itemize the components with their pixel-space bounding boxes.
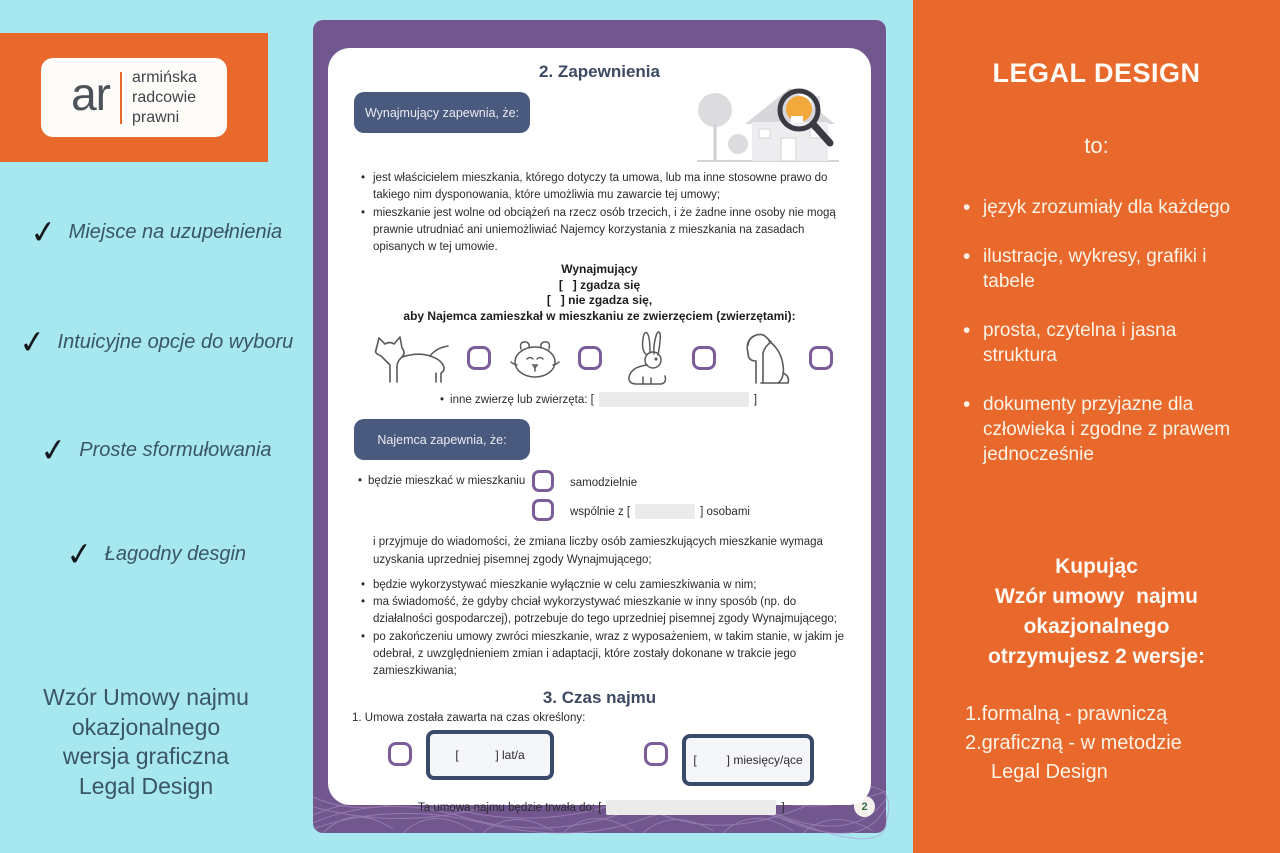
together-option — [570, 504, 750, 519]
logo-wordmark — [132, 68, 197, 128]
house-magnifier-illustration — [693, 72, 843, 173]
lease-until-label: Ta umowa najmu będzie trwała do: [ — [418, 801, 602, 814]
bracket-close: ] — [781, 801, 785, 814]
versions-list — [965, 700, 1182, 787]
feature-item — [0, 430, 312, 470]
feature-item — [0, 212, 312, 252]
logo-line: radcowie — [132, 88, 197, 106]
consent-condition: aby Najemca zamieszkał w mieszkaniu ze zwierzęciem (zwierzętami): — [403, 308, 796, 323]
live-in-flat-label: będzie mieszkać w mieszkaniu — [368, 475, 526, 488]
tenant-assures-pill: Najemca zapewnia, że: — [354, 419, 530, 460]
months-option-box[interactable]: [ ] miesięcy/ące — [682, 734, 814, 786]
logo-line: armińska — [132, 68, 197, 86]
cat-icon — [366, 332, 450, 384]
persons-count-field[interactable] — [635, 504, 695, 519]
checkmark-icon: ✓ — [64, 534, 95, 574]
offer-line: otrzymujesz 2 wersje: — [987, 645, 1206, 668]
fixed-term-label: 1. Umowa została zawarta na czas określony: — [352, 712, 586, 725]
caption-line: Legal Design — [78, 772, 214, 799]
dog-icon — [734, 329, 792, 387]
tenant-points-list — [358, 577, 847, 681]
bullet-dot: • — [440, 393, 445, 406]
legal-design-subtitle: to: — [1084, 133, 1109, 158]
feature-item — [0, 534, 312, 574]
feature-item — [0, 322, 312, 362]
other-animals-field[interactable] — [599, 392, 749, 407]
logo-line: prawni — [132, 108, 180, 126]
version-item-continuation: Legal Design — [991, 761, 1108, 783]
acknowledge-paragraph: i przyjmuje do wiadomości, że zmiana liczby osób zamieszkujących mieszkanie wymaga uzyskania uprzedniej pisemnej zgody Wynajmującego; — [373, 536, 823, 566]
other-animals-row — [440, 392, 847, 407]
guinea-pig-icon — [509, 335, 561, 381]
list-item: • mieszkanie jest wolne od obciążeń na rzecz osób trzecich, i że żadne inne osoby nie mogą prawnie utrudniać ani uniemożliwiać Najemcy korzystania z mieszkania na zasadach opisanych w tej umowie. — [358, 205, 847, 257]
list-item: • język zrozumiały dla każdego — [963, 195, 1254, 220]
list-item: • będzie wykorzystywać mieszkanie wyłącznie w celu zamieszkiwania w nim; — [358, 577, 847, 594]
list-item: • dokumenty przyjazne dla człowieka i zgodne z prawem jednocześnie — [963, 392, 1254, 467]
version-item: 1.formalną - prawniczą — [965, 703, 1168, 725]
alone-label: samodzielnie — [570, 477, 638, 490]
checkmark-icon: ✓ — [38, 430, 70, 470]
caption-line: Wzór Umowy najmu — [43, 684, 249, 710]
version-item: 2.graficzną - w metodzie — [965, 732, 1182, 754]
rabbit-icon — [619, 329, 675, 387]
list-item: • po zakończeniu umowy zwróci mieszkanie, wraz z wyposażeniem, w takim stanie, w jakim je odebrał, z uwzględnieniem zmian i adaptacji, które zostały dokonane w trakcie jego zamieszkiwania; — [358, 629, 847, 681]
bullet-dot: • — [358, 475, 363, 488]
landlord-points-list — [358, 170, 847, 256]
together-suffix: ] osobami — [700, 505, 750, 518]
consent-header: Wynajmujący — [561, 262, 638, 277]
company-logo — [41, 58, 227, 137]
legal-design-panel — [913, 0, 1280, 853]
caption-line: okazjonalnego — [71, 713, 221, 740]
dog-checkbox[interactable] — [809, 346, 833, 370]
contract-page — [328, 48, 871, 814]
years-checkbox[interactable] — [388, 742, 412, 766]
term-options-row — [352, 730, 847, 788]
months-checkbox[interactable] — [644, 742, 668, 766]
lease-until-row — [418, 800, 847, 815]
checkmark-icon: ✓ — [28, 212, 59, 252]
guinea-pig-checkbox[interactable] — [578, 346, 602, 370]
logo-divider — [120, 72, 122, 124]
cat-checkbox[interactable] — [467, 346, 491, 370]
contract-page-preview — [313, 20, 886, 833]
offer-line: Kupując — [1055, 555, 1138, 578]
other-animals-label: inne zwierzę lub zwierzęta: [ — [450, 393, 594, 406]
feature-label: Miejsce na uzupełnienia — [68, 220, 283, 243]
logo-monogram: ar — [71, 67, 110, 120]
product-caption — [0, 683, 292, 801]
rabbit-checkbox[interactable] — [692, 346, 716, 370]
checkmark-icon: ✓ — [16, 322, 48, 362]
together-prefix: wspólnie z [ — [570, 505, 631, 518]
legal-design-title: LEGAL DESIGN — [992, 58, 1201, 88]
intro-row — [352, 86, 847, 170]
bracket-close: ] — [753, 393, 758, 406]
offer-line: Wzór umowy najmu — [994, 585, 1198, 608]
feature-label: Łagodny desgin — [104, 542, 247, 565]
pets-consent-block — [352, 262, 847, 324]
list-item: • prosta, czytelna i jasna struktura — [963, 318, 1254, 368]
section-2-title: 2. Zapewnienia — [539, 62, 660, 81]
consent-disagree-option[interactable]: [ ] nie zgadza się, — [546, 293, 653, 308]
feature-label: Proste sformułowania — [79, 438, 272, 461]
offer-line: okazjonalnego — [1023, 615, 1170, 638]
logo-strip — [0, 33, 268, 162]
legal-design-bullets — [963, 195, 1254, 467]
lease-until-field[interactable] — [606, 800, 776, 815]
section-3-title: 3. Czas najmu — [542, 688, 657, 708]
landlord-assures-pill: Wynajmujący zapewnia, że: — [354, 92, 530, 133]
list-item: • ilustracje, wykresy, grafiki i tabele — [963, 244, 1254, 294]
feature-label: Intuicyjne opcje do wyboru — [57, 330, 294, 353]
caption-line: wersja graficzna — [62, 743, 230, 769]
page-number-badge: 2 — [854, 796, 875, 817]
list-item: • ma świadomość, że gdyby chciał wykorzystywać mieszkanie w inny sposób (np. do działalności gospodarczej), potrzebuje do tego uprzedniej pisemnej zgody Wynajmującego; — [358, 594, 847, 629]
list-item: • jest właścicielem mieszkania, którego dotyczy ta umowa, lub ma inne stosowne prawo do takiego nim dysponowania, które umożliwia mu zawarcie tej umowy; — [358, 170, 847, 205]
together-checkbox[interactable] — [532, 499, 554, 521]
consent-agree-option[interactable]: [ ] zgadza się — [558, 277, 641, 292]
animals-row — [366, 328, 833, 388]
years-option-box[interactable]: [ ] lat/a — [426, 730, 554, 780]
living-options-row — [352, 470, 847, 528]
house-icon — [693, 72, 843, 168]
alone-checkbox[interactable] — [532, 470, 554, 492]
purchase-offer-heading — [913, 552, 1280, 672]
